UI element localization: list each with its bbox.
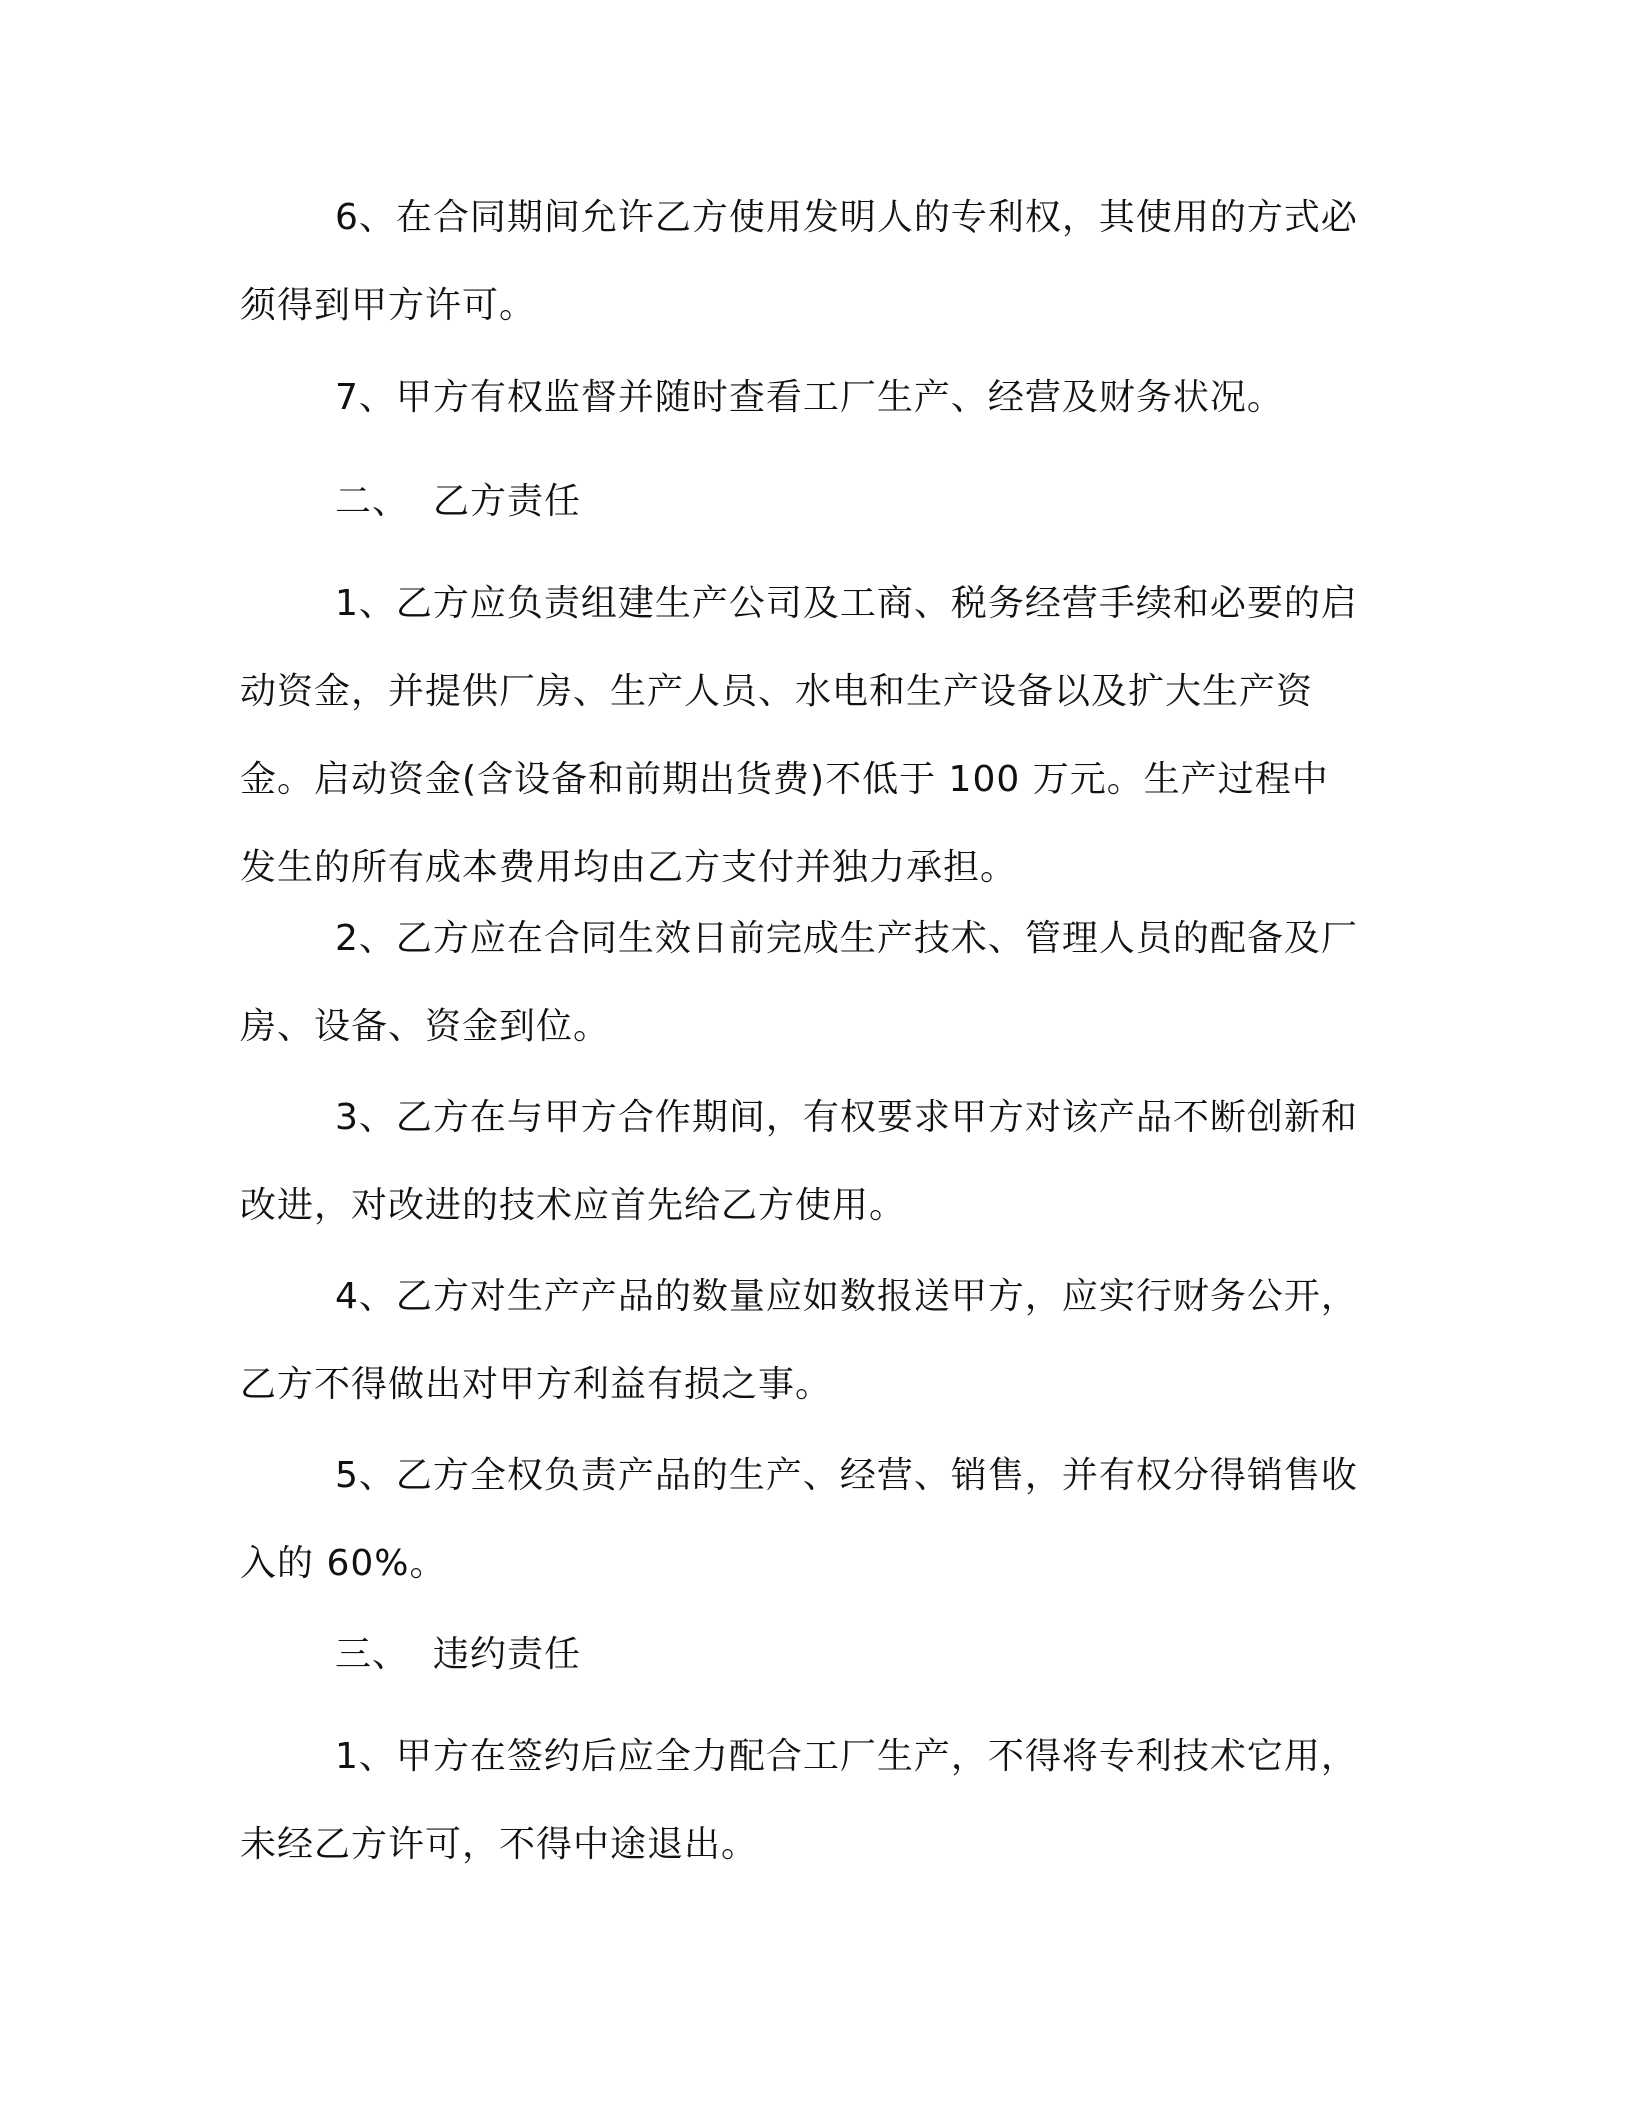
clause-b3: 3、乙方在与甲方合作期间，有权要求甲方对该产品不断创新和改进，对改进的技术应首先给乙方使用。	[240, 1097, 1358, 1226]
clause-a6: 6、在合同期间允许乙方使用发明人的专利权，其使用的方式必须得到甲方许可。	[240, 197, 1358, 326]
section-heading-2	[240, 458, 1365, 546]
clause-b5: 5、乙方全权负责产品的生产、经营、销售，并有权分得销售收入的 60%。	[240, 1455, 1358, 1584]
clause-c1: 1、甲方在签约后应全力配合工厂生产，不得将专利技术它用，未经乙方许可，不得中途退出。	[240, 1736, 1358, 1865]
section-number: 二、	[335, 481, 410, 522]
clause-b4: 4、乙方对生产产品的数量应如数报送甲方，应实行财务公开，乙方不得做出对甲方利益有损之事。	[240, 1276, 1358, 1405]
section-heading-3	[240, 1611, 1365, 1699]
section-title: 乙方责任	[433, 481, 582, 522]
clause-b1: 1、乙方应负责组建生产公司及工商、税务经营手续和必要的启动资金，并提供厂房、生产人员、水电和生产设备以及扩大生产资金。启动资金(含设备和前期出货费)不低于 100 万元。生产过程中发生的所有成本费用均由乙方支付并独力承担。	[240, 583, 1358, 888]
clause-a7: 7、甲方有权监督并随时查看工厂生产、经营及财务状况。	[335, 377, 1284, 418]
section-title: 违约责任	[433, 1634, 582, 1675]
clause-b2: 2、乙方应在合同生效日前完成生产技术、管理人员的配备及厂房、设备、资金到位。	[240, 918, 1358, 1047]
section-number: 三、	[335, 1634, 410, 1675]
